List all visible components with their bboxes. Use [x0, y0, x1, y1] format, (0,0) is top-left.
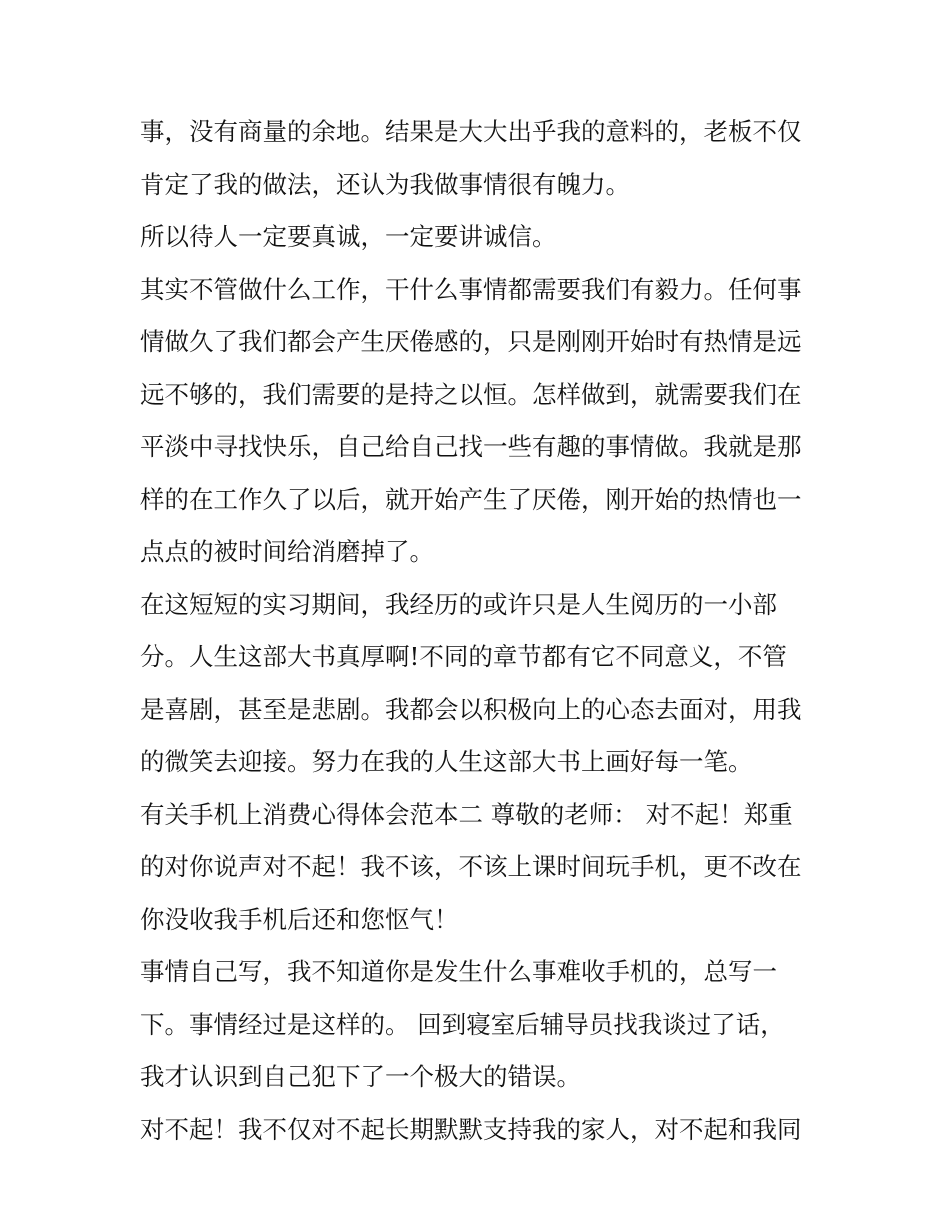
text-line: 是喜剧，甚至是悲剧。我都会以积极向上的心态去面对，用我	[140, 694, 802, 724]
text-line: 其实不管做什么工作，干什么事情都需要我们有毅力。任何事	[140, 274, 802, 304]
text-line: 事情自己写，我不知道你是发生什么事难收手机的，总写一	[140, 957, 777, 986]
text-line: 平淡中寻找快乐，自己给自己找一些有趣的事情做。我就是那	[140, 432, 802, 461]
text-line: 对不起！我不仅对不起长期默默支持我的家人，对不起和我同	[140, 1114, 802, 1144]
text-line: 所以待人一定要真诚，一定要讲诚信。	[140, 222, 557, 251]
text-line: 点点的被时间给消磨掉了。	[140, 537, 434, 566]
text-line: 的微笑去迎接。努力在我的人生这部大书上画好每一笔。	[140, 747, 753, 776]
text-line: 样的在工作久了以后，就开始产生了厌倦，刚开始的热情也一	[140, 484, 802, 514]
text-line: 在这短短的实习期间，我经历的或许只是人生阅历的一小部	[140, 589, 777, 619]
text-line: 我才认识到自己犯下了一个极大的错误。	[140, 1062, 581, 1091]
body-text	[140, 106, 820, 1156]
text-line: 下。事情经过是这样的。 回到寝室后辅导员找我谈过了话，	[140, 1009, 785, 1039]
text-line: 情做久了我们都会产生厌倦感的，只是刚刚开始时有热情是远	[140, 327, 802, 356]
text-line: 你没收我手机后还和您怄气！	[140, 904, 459, 934]
text-line: 有关手机上消费心得体会范本二 尊敬的老师： 对不起！郑重	[140, 799, 793, 829]
text-line: 事，没有商量的余地。结果是大大出乎我的意料的，老板不仅	[140, 117, 802, 146]
text-line: 肯定了我的做法，还认为我做事情很有魄力。	[140, 169, 630, 199]
text-line: 分。人生这部大书真厚啊!不同的章节都有它不同意义，不管	[140, 642, 787, 671]
text-line: 的对你说声对不起！我不该，不该上课时间玩手机，更不改在	[140, 852, 802, 881]
text-line: 远不够的，我们需要的是持之以恒。怎样做到，就需要我们在	[140, 379, 802, 409]
